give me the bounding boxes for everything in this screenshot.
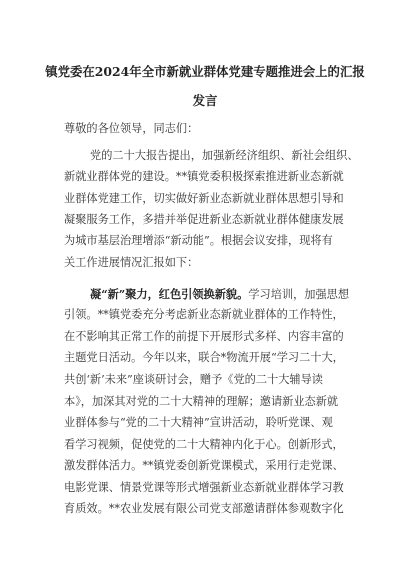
section-first-line [90, 287, 349, 302]
paragraph-2-line: 共创‘新’未来”座谈研讨会，赠予《党的二十大辅导读 [64, 373, 323, 386]
paragraph-2-line: 看学习视频，促使党的二十大精神内化于心。创新形式， [64, 438, 344, 451]
paragraph-1-line: 关工作进展情况汇报如下： [64, 256, 199, 269]
paragraph-1-line: 新就业群体党的建设。**镇党委积极探索推进新业态新就 [64, 170, 344, 183]
paragraph-2-line: 本》，加深其对党的二十大精神的理解；邀请新业态新就 [64, 395, 339, 408]
document-title-line-1: 镇党委在2024年全市新就业群体党建专题推进会上的汇报 [45, 64, 365, 79]
paragraph-1-line: 党的二十大报告提出，加强新经济组织、新社会组织、 [90, 149, 359, 162]
salutation: 尊敬的各位领导，同志们： [64, 122, 199, 135]
paragraph-2-line: 激发群体活力。**镇党委创新党课模式，采用行走党课、 [64, 459, 344, 472]
paragraph-2-line: 电影党课、情景党课等形式增强新业态新就业群体学习教 [64, 481, 344, 494]
paragraph-2-line: 育质效。**农业发展有限公司党支部邀请群体参观数字化 [64, 502, 344, 515]
section-heading: 凝“新”聚力，红色引领换新貌。 [90, 287, 249, 301]
paragraph-2-line: 业群体参与“党的二十大精神”宣讲活动，聆听党课、观 [64, 416, 333, 429]
paragraph-2-line: 在不影响其正常工作的前提下开展形式多样、内容丰富的 [64, 330, 344, 343]
paragraph-2-line: 主题党日活动。今年以来，联合*物流开展“学习二十大， [64, 351, 344, 364]
paragraph-1-line: 业群体党建工作，切实做好新业态新就业群体思想引导和 [64, 192, 344, 205]
document-title-line-2: 发言 [192, 93, 218, 108]
paragraph-2-first-text: 学习培训，加强思想 [248, 288, 350, 301]
paragraph-1-line: 为城市基层治理增添“新动能”。根据会议安排，现将有 [64, 234, 333, 247]
paragraph-2-line: 引领。**镇党委充分考虑新业态新就业群体的工作特性， [64, 308, 344, 321]
paragraph-1-line: 凝聚服务工作，多措并举促进新业态新就业群体健康发展 [64, 213, 344, 226]
